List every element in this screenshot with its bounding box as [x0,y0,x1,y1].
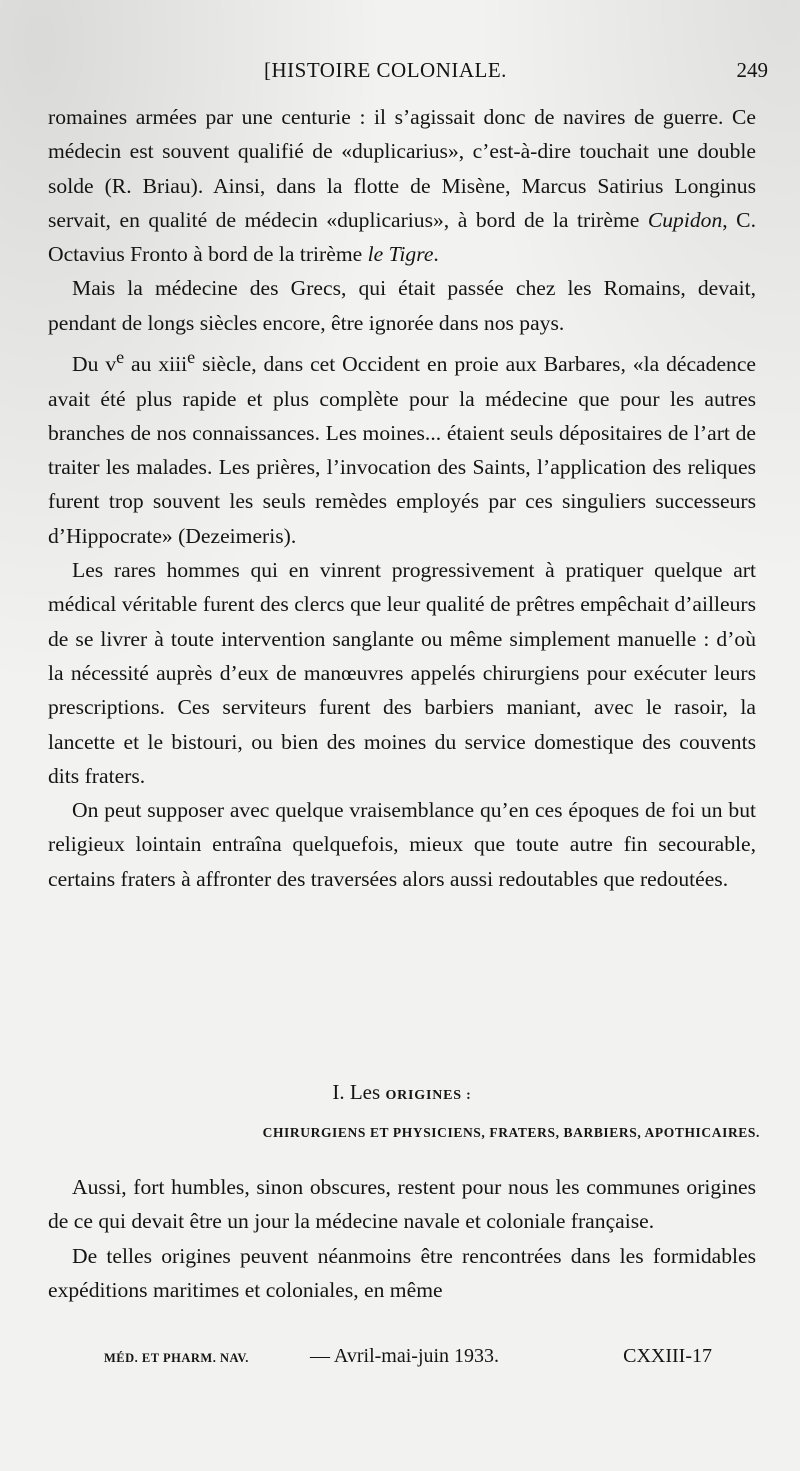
section-title-small: ORIGINES : [385,1088,472,1103]
paragraph-text: Mais la médecine des Grecs, qui était passée chez les Romains, devait, pendant de longs siècles encore, être ignorée dans nos pays. [48,276,756,335]
paragraph-text: au xiii [124,352,188,377]
body-text [48,100,756,896]
page-footer [48,1345,760,1375]
paragraph-text: Du v [72,352,117,377]
section-subheading: CHIRURGIENS ET PHYSICIENS, FRATERS, BARBIERS, APOTHICAIRES. [262,1125,760,1140]
footer-date: — Avril-mai-juin 1933. [310,1345,500,1367]
paragraph [48,553,756,793]
paragraph: Aussi, fort humbles, sinon obscures, restent pour nous les communes origines de ce qui devait être un jour la médecine navale et coloniale française. [48,1175,756,1234]
paragraph [48,100,756,271]
paragraph-text: romaines armées par une centurie : il s’agissait donc de navires de guerre. Ce médecin est souvent qualifié de «duplicarius», c’est-à-dire touchait une double solde (R. Briau). Ainsi, dans la flotte de Misène, Marcus Satirius Longinus servait, en qualité de médecin «duplicarius», à bord de la trirème [48,105,756,232]
page-header [48,58,768,88]
paragraph [48,340,756,553]
italic-text: le Tigre [367,242,434,267]
superscript-text: e [116,347,125,368]
paragraph-text: Les rares hommes qui en vinrent progressivement à pratiquer quelque art médical véritable furent des clercs que leur qualité de prêtres empêchait d’ailleurs de se livrer à toute intervention sanglante ou même simplement manuelle : d’où la nécessité auprès d’eux de manœuvres appelés chirurgiens pour exécuter leurs prescriptions. Ces serviteurs furent des barbiers maniant, avec le rasoir, la lancette et le bistouri, ou bien des moines du service domestique des couvents dits fraters. [48,558,756,788]
paragraph [48,271,756,340]
section-number-title: I. Les [332,1080,381,1104]
paragraph-text: On peut supposer avec quelque vraisemblance qu’en ces époques de foi un but religieux lointain entraîna quelquefois, mieux que toute autre fin secourable, certains fraters à affronter des traversées alors aussi redoutables que redoutées. [48,798,756,891]
page-number: 249 [736,58,768,82]
paragraph [48,793,756,896]
italic-text: Cupidon [647,207,723,232]
section-heading [48,1080,756,1105]
footer-signature: CXXIII-17 [623,1345,712,1367]
superscript-text: e [187,347,196,368]
paragraph-text: siècle, dans cet Occident en proie aux Barbares, «la décadence avait été plus rapide et plus complète pour la médecine que pour les autres branches de nos connaissances. Les moines... étaient seuls dépositaires de l’art de traiter les malades. Les prières, l’invocation des Saints, l’application des reliques furent trop souvent les seuls remèdes employés par ces singuliers successeurs d’Hippocrate» (Dezeimeris). [48,352,756,548]
paragraph-text: . [433,242,439,267]
paragraph-text: , C. Octavius Fronto à bord de la trirème [48,207,756,267]
footer-journal: MÉD. ET PHARM. NAV. [104,1351,249,1365]
paragraph: De telles origines peuvent néanmoins être rencontrées dans les formidables expéditions maritimes et coloniales, en même [48,1243,756,1302]
body-text-continued [48,1170,756,1307]
running-title: [HISTOIRE COLONIALE. [264,58,507,82]
